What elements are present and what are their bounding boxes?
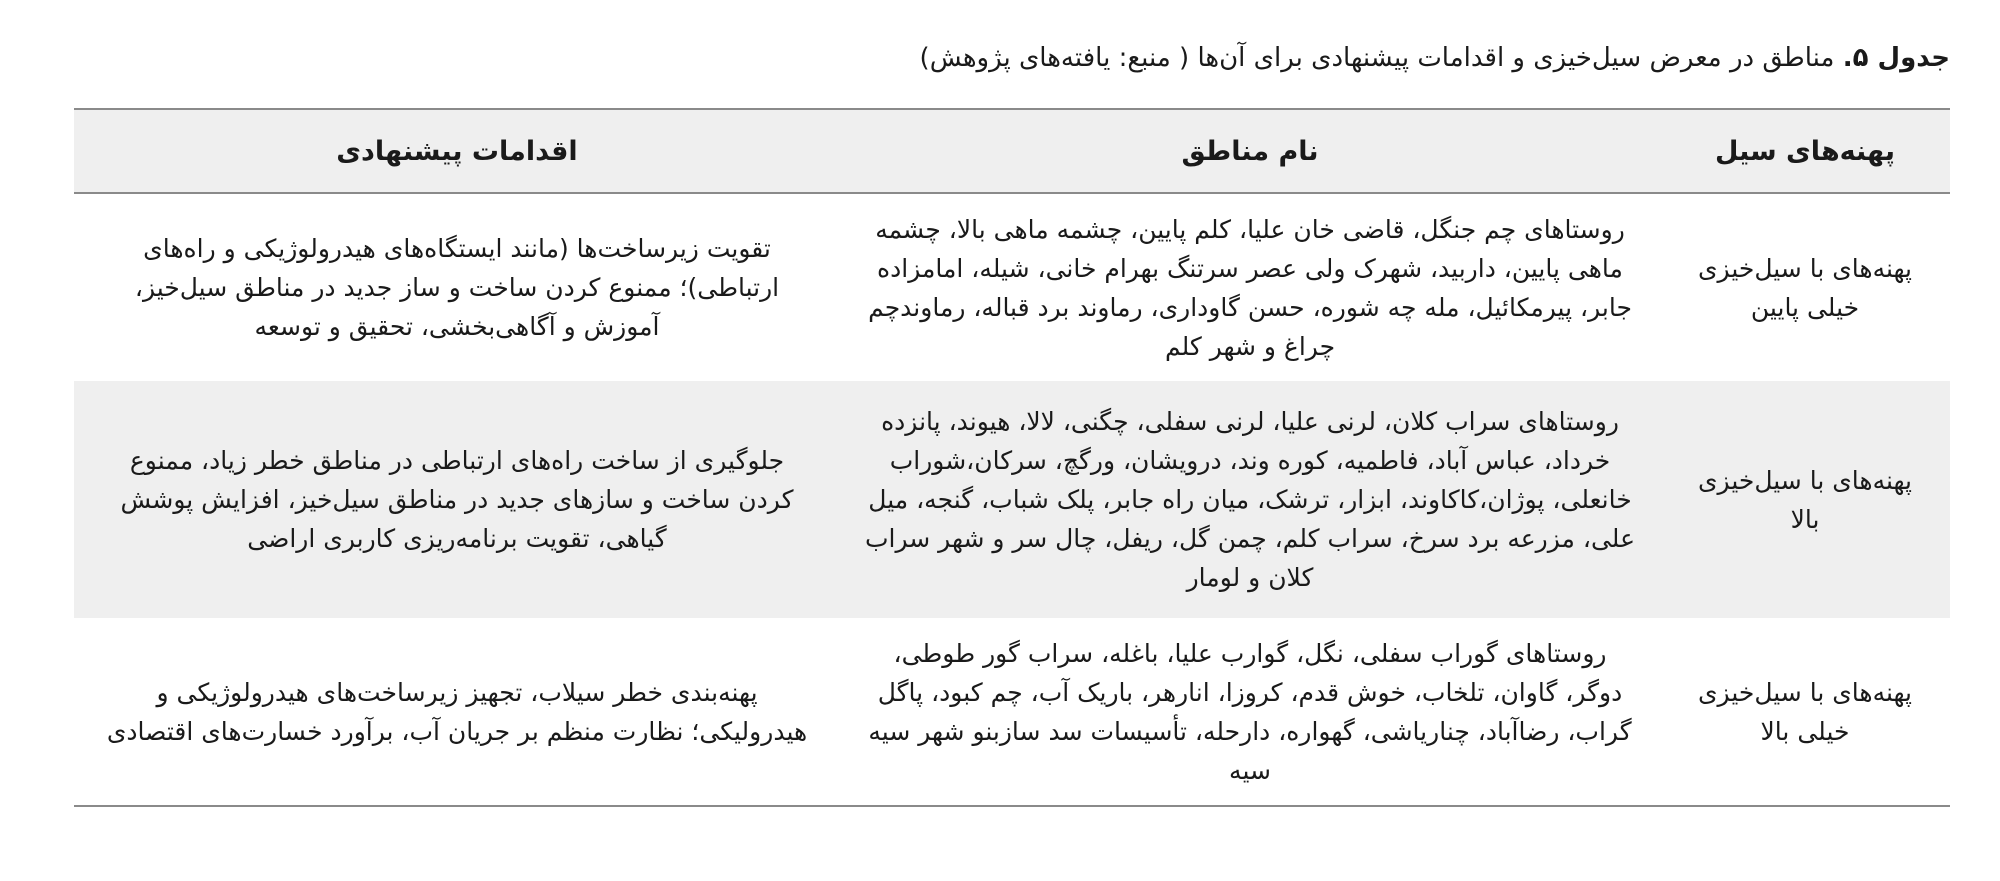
table-row — [74, 618, 1950, 805]
table-caption — [50, 38, 1950, 78]
table-caption-text: مناطق در معرض سیل‌خیزی و اقدامات پیشنهادی برای آن‌ها ( منبع: یافته‌های پژوهش) — [919, 43, 1835, 73]
area-names-cell: روستاهای گوراب سفلی، نگل، گوارب علیا، باغله، سراب گور طوطی، دوگر، گاوان، تلخاب، خوش قدم، کروزا، انارهر، باریک آب، چم کبود، پاگل گراب، رضاآباد، چناریاشی، گهواره، دارحله، تأسیسات سد سازبنو شهر سیه سیه — [868, 638, 1632, 785]
table-row — [74, 381, 1950, 618]
table-header-row — [74, 110, 1950, 194]
actions-cell: تقویت زیرساخت‌ها (مانند ایستگاه‌های هیدرولوژیکی و راه‌های ارتباطی)؛ ممنوع کردن ساخت و ساز جدید در مناطق سیل‌خیز، آموزش و آگاهی‌بخشی، تحقیق و توسعه — [134, 234, 780, 341]
actions-cell: پهنه‌بندی خطر سیلاب، تجهیز زیرساخت‌های هیدرولوژیکی و هیدرولیکی؛ نظارت منظم بر جریان آب، برآورد خسارت‌های اقتصادی — [106, 677, 808, 746]
table-row — [74, 194, 1950, 381]
actions-cell: جلوگیری از ساخت راه‌های ارتباطی در مناطق خطر زیاد، ممنوع کردن ساخت و سازهای جدید در مناطق سیل‌خیز، افزایش پوشش گیاهی، تقویت برنامه‌ریزی کاربری اراضی — [120, 446, 794, 553]
table-caption-label: جدول ۵. — [1842, 43, 1950, 73]
header-flood-zones: پهنه‌های سیل — [1714, 135, 1896, 167]
header-proposed-actions: اقدامات پیشنهادی — [336, 135, 578, 167]
flood-zones-table — [74, 108, 1950, 807]
zone-cell: پهنه‌های با سیل‌خیزی خیلی بالا — [1697, 677, 1913, 746]
header-area-names: نام مناطق — [1181, 135, 1319, 167]
zone-cell: پهنه‌های با سیل‌خیزی خیلی پایین — [1697, 253, 1913, 322]
zone-cell: پهنه‌های با سیل‌خیزی بالا — [1697, 465, 1913, 534]
area-names-cell: روستاهای سراب کلان، لرنی علیا، لرنی سفلی، چگنی، لالا، هیوند، پانزده خرداد، عباس آباد، فاطمیه، کوره وند، درویشان، ورگچ، سرکان،شوراب خانعلی، پوژان،کاکاوند، ابزار، ترشک، میان راه جابر، پلک شباب، گنجه، میل علی، مزرعه برد سرخ، سراب کلم، چمن گل، ریفل، چال سر و شهر سراب کلان و لومار — [865, 407, 1635, 592]
area-names-cell: روستاهای چم جنگل، قاضی خان علیا، کلم پایین، چشمه ماهی بالا، چشمه ماهی پایین، داربید، شهرک ولی عصر سرتنگ بهرام خانی، شیله، امامزاده جابر، پیرمکائیل، مله چه شوره، حسن گاوداری، رماوند برد قباله، رماوندچم چراغ و شهر کلم — [868, 214, 1632, 361]
